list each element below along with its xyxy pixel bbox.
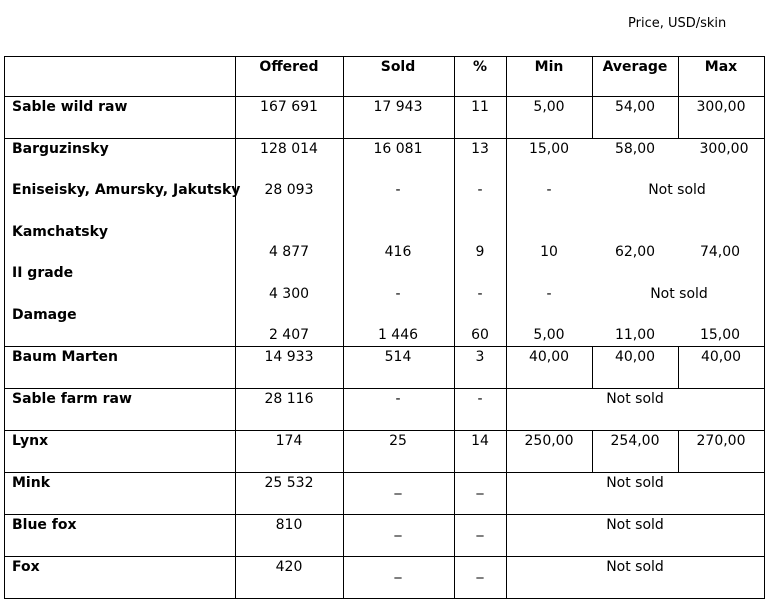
header-average: Average (602, 59, 668, 75)
average-cell: 254,00 (610, 433, 660, 449)
not-sold-cell: Not sold (650, 286, 708, 302)
table-border (506, 56, 507, 599)
percent-cell: 60 (471, 327, 489, 343)
percent-cell: 13 (471, 141, 489, 157)
row-label: Lynx (12, 433, 49, 449)
sold-cell: 1 446 (377, 327, 419, 343)
average-cell: 58,00 (614, 141, 656, 157)
table-border (4, 514, 765, 515)
percent-cell: 9 (475, 244, 485, 260)
row-label: Damage (12, 307, 77, 323)
offered-cell: 128 014 (260, 141, 318, 157)
row-label: Eniseisky, Amursky, Jakutsky (12, 182, 241, 198)
not-sold-cell: Not sold (606, 391, 664, 407)
offered-cell: 167 691 (260, 99, 318, 115)
sold-cell: _ (394, 479, 402, 495)
sold-cell: 416 (384, 244, 412, 260)
table-border (4, 598, 765, 599)
max-cell: 300,00 (696, 99, 746, 115)
offered-cell: 2 407 (268, 327, 310, 343)
table-border (454, 56, 455, 599)
row-label: Sable farm raw (12, 391, 132, 407)
sold-cell: 17 943 (373, 99, 423, 115)
max-cell: 300,00 (699, 141, 749, 157)
max-cell: 15,00 (699, 327, 741, 343)
header-percent: % (472, 59, 488, 75)
offered-cell: 25 532 (264, 475, 314, 491)
min-cell: - (546, 182, 552, 198)
sold-cell: - (395, 182, 401, 198)
min-cell: 15,00 (528, 141, 570, 157)
offered-cell: 174 (275, 433, 303, 449)
table-border (4, 56, 5, 599)
percent-cell: _ (476, 563, 484, 579)
sold-cell: 16 081 (373, 141, 423, 157)
min-cell: - (546, 286, 552, 302)
table-border (4, 138, 765, 139)
percent-cell: - (477, 391, 483, 407)
sold-cell: _ (394, 563, 402, 579)
table-border (343, 56, 344, 599)
table-border (4, 556, 765, 557)
row-label: Blue fox (12, 517, 77, 533)
percent-cell: 14 (471, 433, 489, 449)
average-cell: 62,00 (614, 244, 656, 260)
row-label: II grade (12, 265, 74, 281)
min-cell: 5,00 (533, 99, 565, 115)
table-border (678, 430, 679, 472)
min-cell: 250,00 (524, 433, 574, 449)
header-sold: Sold (380, 59, 416, 75)
offered-cell: 28 093 (264, 182, 314, 198)
table-border (764, 56, 765, 599)
sold-cell: 514 (384, 349, 412, 365)
not-sold-cell: Not sold (648, 182, 706, 198)
table-border (592, 56, 593, 138)
percent-cell: - (477, 286, 483, 302)
offered-cell: 4 300 (268, 286, 310, 302)
table-border (4, 96, 765, 97)
sold-cell: - (395, 391, 401, 407)
table-border (678, 346, 679, 388)
header-max: Max (704, 59, 738, 75)
row-label: Mink (12, 475, 51, 491)
max-cell: 270,00 (696, 433, 746, 449)
percent-cell: 11 (471, 99, 489, 115)
table-border (592, 346, 593, 388)
table-border (4, 430, 765, 431)
sold-cell: 25 (389, 433, 407, 449)
table-border (678, 56, 679, 138)
offered-cell: 810 (275, 517, 303, 533)
not-sold-cell: Not sold (606, 517, 664, 533)
row-label: Fox (12, 559, 40, 575)
min-cell: 10 (540, 244, 558, 260)
max-cell: 40,00 (700, 349, 742, 365)
table-border (4, 472, 765, 473)
header-min: Min (534, 59, 564, 75)
offered-cell: 14 933 (264, 349, 314, 365)
percent-cell: - (477, 182, 483, 198)
row-label: Sable wild raw (12, 99, 128, 115)
sold-cell: - (395, 286, 401, 302)
average-cell: 54,00 (614, 99, 656, 115)
offered-cell: 4 877 (268, 244, 310, 260)
offered-cell: 28 116 (264, 391, 314, 407)
table-border (4, 56, 765, 57)
table-border (4, 346, 765, 347)
max-cell: 74,00 (699, 244, 741, 260)
row-label: Kamchatsky (12, 224, 109, 240)
average-cell: 11,00 (614, 327, 656, 343)
table-border (592, 430, 593, 472)
percent-cell: _ (476, 521, 484, 537)
percent-cell: _ (476, 479, 484, 495)
table-border (4, 388, 765, 389)
percent-cell: 3 (475, 349, 485, 365)
min-cell: 40,00 (528, 349, 570, 365)
price-unit-caption: Price, USD/skin (628, 16, 727, 31)
table-border (235, 56, 236, 599)
row-label: Barguzinsky (12, 141, 109, 157)
min-cell: 5,00 (533, 327, 565, 343)
not-sold-cell: Not sold (606, 559, 664, 575)
header-offered: Offered (259, 59, 319, 75)
row-label: Baum Marten (12, 349, 118, 365)
sold-cell: _ (394, 521, 402, 537)
offered-cell: 420 (275, 559, 303, 575)
not-sold-cell: Not sold (606, 475, 664, 491)
average-cell: 40,00 (614, 349, 656, 365)
